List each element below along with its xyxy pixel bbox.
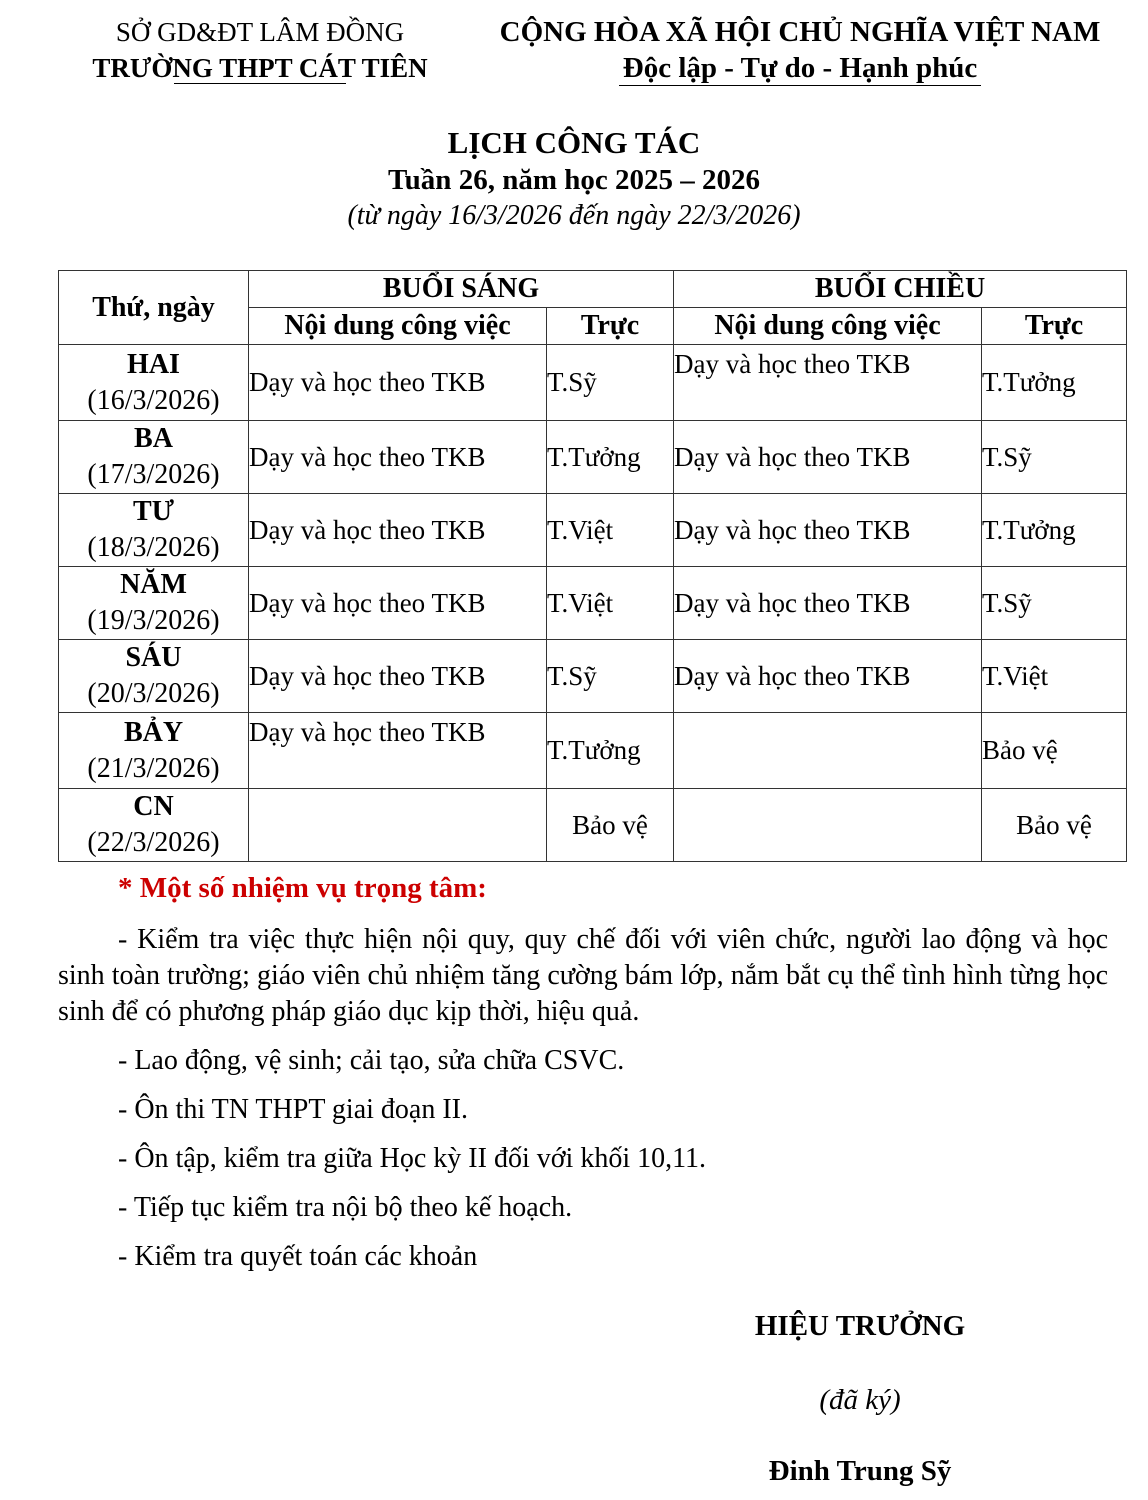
signer-role: HIỆU TRƯỞNG xyxy=(754,1310,966,1342)
am-task-cell: Dạy và học theo TKB xyxy=(249,345,547,421)
pm-task-cell: Dạy và học theo TKB xyxy=(674,567,982,640)
day-cell: SÁU (20/3/2026) xyxy=(59,640,249,713)
pm-task-cell xyxy=(674,713,982,789)
header-left xyxy=(60,14,460,84)
table-row xyxy=(59,567,1127,640)
table-row xyxy=(59,713,1127,789)
schedule-table xyxy=(58,270,1127,862)
pm-task-cell xyxy=(674,789,982,862)
am-duty-cell: T.Sỹ xyxy=(547,640,674,713)
date-range: (từ ngày 16/3/2026 đến ngày 22/3/2026) xyxy=(347,200,801,231)
col-header-morning: BUỔI SÁNG xyxy=(249,271,674,308)
day-cell: TƯ (18/3/2026) xyxy=(59,494,249,567)
day-cell: NĂM (19/3/2026) xyxy=(59,567,249,640)
am-duty-cell: T.Việt xyxy=(547,494,674,567)
day-cell: BA (17/3/2026) xyxy=(59,421,249,494)
am-task-cell: Dạy và học theo TKB xyxy=(249,421,547,494)
am-task-cell: Dạy và học theo TKB xyxy=(249,567,547,640)
signer-name: Đinh Trung Sỹ xyxy=(768,1455,952,1487)
table-row xyxy=(59,345,1127,421)
department-name: SỞ GD&ĐT LÂM ĐỒNG xyxy=(115,17,405,47)
pm-duty-cell: T.Sỹ xyxy=(982,567,1127,640)
am-duty-cell: T.Tưởng xyxy=(547,713,674,789)
day-cell: BẢY (21/3/2026) xyxy=(59,713,249,789)
col-header-pm-duty: Trực xyxy=(982,308,1127,345)
col-header-afternoon: BUỔI CHIỀU xyxy=(674,271,1127,308)
table-row xyxy=(59,494,1127,567)
am-duty-cell: T.Việt xyxy=(547,567,674,640)
pm-task-cell: Dạy và học theo TKB xyxy=(674,640,982,713)
col-header-am-task: Nội dung công việc xyxy=(249,308,547,345)
pm-task-cell: Dạy và học theo TKB xyxy=(674,494,982,567)
national-title: CỘNG HÒA XÃ HỘI CHỦ NGHĨA VIỆT NAM xyxy=(499,16,1101,48)
document-title-block xyxy=(0,124,1148,234)
task-item: - Kiểm tra quyết toán các khoản xyxy=(118,1241,478,1272)
pm-duty-cell: T.Sỹ xyxy=(982,421,1127,494)
am-duty-cell: Bảo vệ xyxy=(547,789,674,862)
week-label: Tuần 26, năm học 2025 – 2026 xyxy=(388,164,760,196)
school-name: TRƯỜNG THPT CÁT TIÊN xyxy=(92,53,428,83)
am-duty-cell: T.Tưởng xyxy=(547,421,674,494)
pm-duty-cell: Bảo vệ xyxy=(982,789,1127,862)
table-row xyxy=(59,421,1127,494)
pm-duty-cell: T.Tưởng xyxy=(982,494,1127,567)
day-cell: HAI (16/3/2026) xyxy=(59,345,249,421)
header-right xyxy=(480,14,1120,86)
table-row xyxy=(59,789,1127,862)
pm-duty-cell: T.Việt xyxy=(982,640,1127,713)
key-tasks-heading: * Một số nhiệm vụ trọng tâm: xyxy=(118,872,487,904)
pm-duty-cell: T.Tưởng xyxy=(982,345,1127,421)
pm-duty-cell: Bảo vệ xyxy=(982,713,1127,789)
col-header-am-duty: Trực xyxy=(547,308,674,345)
col-header-day: Thứ, ngày xyxy=(59,271,249,345)
national-motto: Độc lập - Tự do - Hạnh phúc xyxy=(619,53,982,86)
col-header-pm-task: Nội dung công việc xyxy=(674,308,982,345)
key-tasks-section xyxy=(58,868,1108,1275)
am-task-cell: Dạy và học theo TKB xyxy=(249,640,547,713)
task-paragraph: - Kiểm tra việc thực hiện nội quy, quy chế đối với viên chức, người lao động và học sinh toàn trường; giáo viên chủ nhiệm tăng cường bám lớp, nắm bắt cụ thể tình hình từng học sinh để có phương pháp giáo dục kịp thời, hiệu quả. xyxy=(58,924,1108,1027)
task-item: - Ôn tập, kiểm tra giữa Học kỳ II đối với khối 10,11. xyxy=(118,1143,707,1174)
am-task-cell: Dạy và học theo TKB xyxy=(249,713,547,789)
table-row xyxy=(59,640,1127,713)
pm-task-cell: Dạy và học theo TKB xyxy=(674,345,982,421)
document-title: LỊCH CÔNG TÁC xyxy=(447,125,701,160)
day-cell: CN (22/3/2026) xyxy=(59,789,249,862)
am-task-cell: Dạy và học theo TKB xyxy=(249,494,547,567)
task-item: - Ôn thi TN THPT giai đoạn II. xyxy=(118,1094,468,1125)
task-item: - Tiếp tục kiểm tra nội bộ theo kế hoạch. xyxy=(118,1192,573,1223)
am-duty-cell: T.Sỹ xyxy=(547,345,674,421)
task-item: - Lao động, vệ sinh; cải tạo, sửa chữa CSVC. xyxy=(118,1045,625,1076)
pm-task-cell: Dạy và học theo TKB xyxy=(674,421,982,494)
am-task-cell xyxy=(249,789,547,862)
signed-note: (đã ký) xyxy=(819,1384,901,1416)
